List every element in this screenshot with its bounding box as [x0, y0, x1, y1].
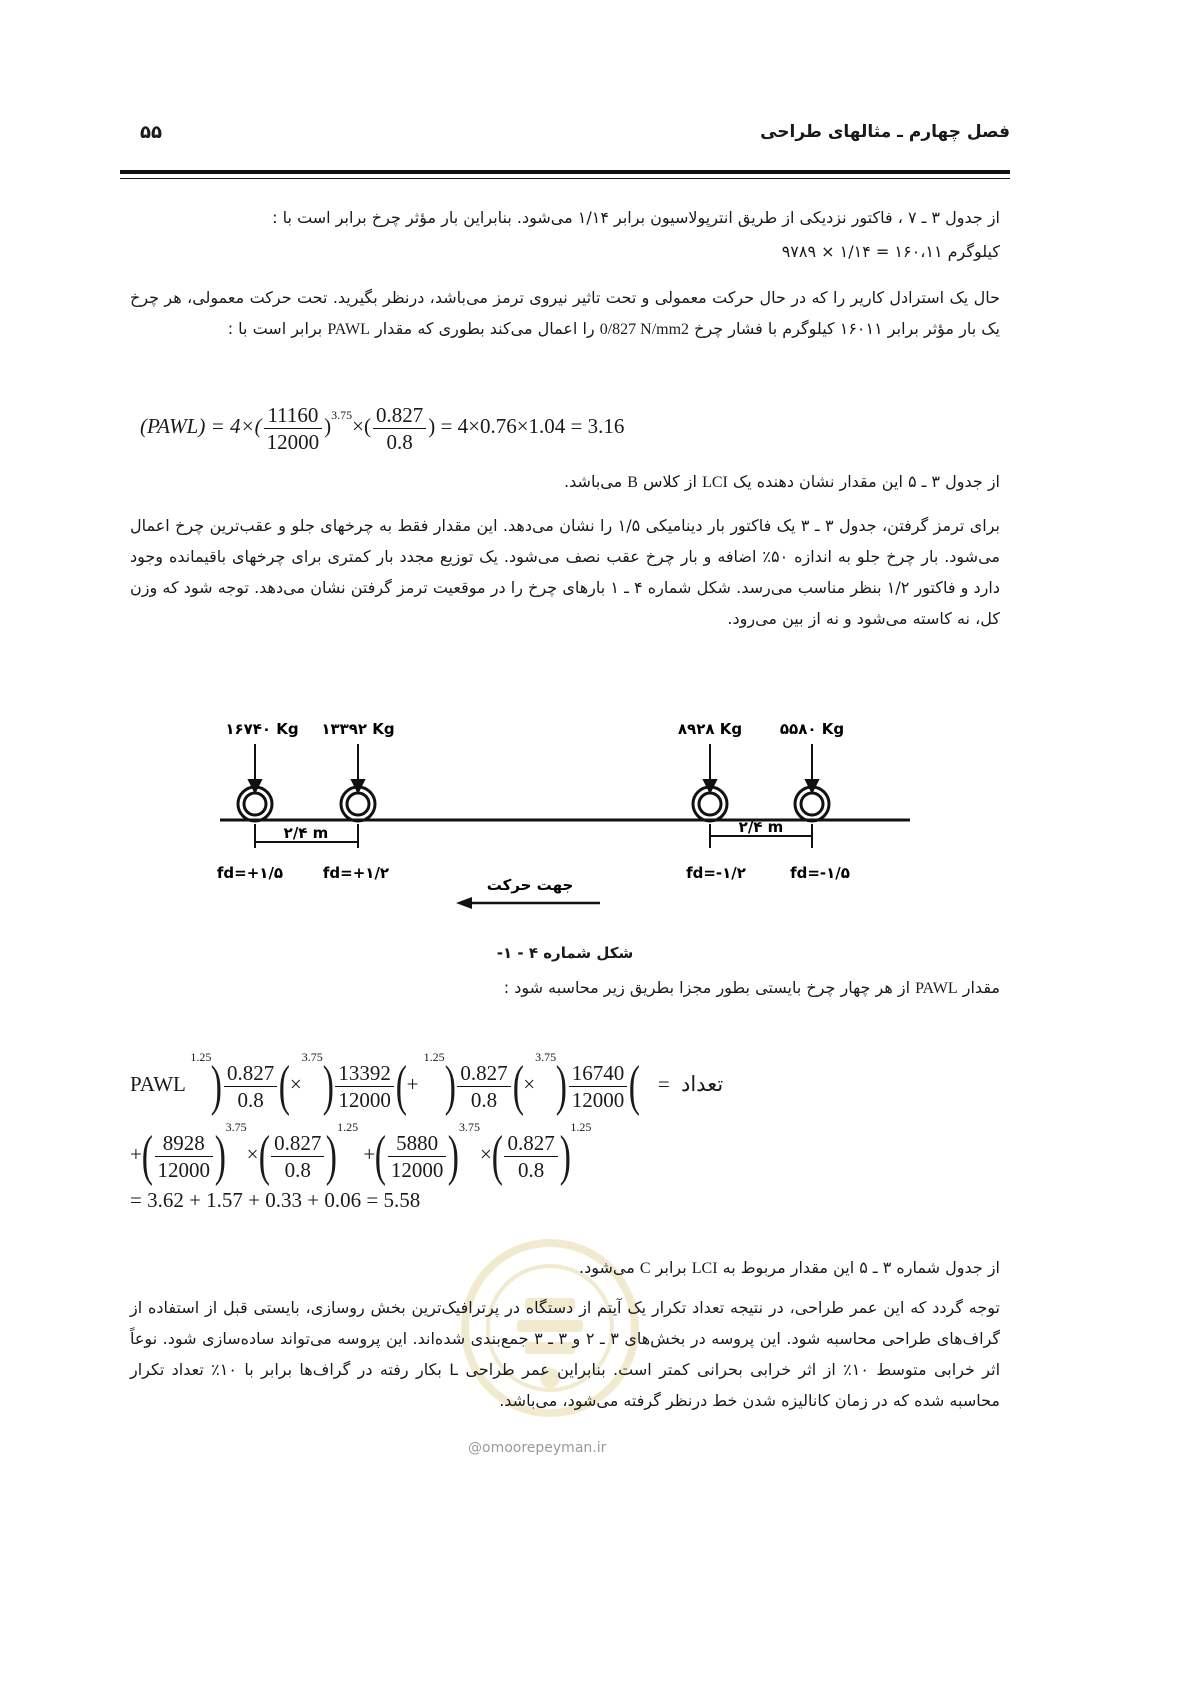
paragraph-lci-class-c: از جدول شماره ۳ ـ ۵ این مقدار مربوط به LCI برابر C می‌شود.	[579, 1258, 1000, 1277]
eq2-term-3-load: $\frac{8928}{12000}$	[155, 1130, 214, 1183]
paragraph-braking: برای ترمز گرفتن، جدول ۳ ـ ۳ یک فاکتور بار دینامیکی ۱/۵ را نشان می‌دهد. این مقدار فقط به چرخهای جلو و عقب‌ترین چرخ اعمال می‌شود. بار چرخ جلو به اندازه ۵۰٪ اضافه و بار چرخ عقب نصف می‌شود. یک توزیع مجدد بار کمتری برای چرخهای باقیمانده وجود دارد و فاکتور ۱/۲ بنظر مناسب می‌رسد. شکل شماره ۴ ـ ۱ بارهای چرخ را در موقعیت ترمز گرفتن نشان می‌دهد. توجه شود که وزن کل، نه کاسته می‌شود و نه از بین می‌رود.	[130, 516, 1001, 628]
page-number: ۵۵	[140, 122, 162, 143]
eq2-line-2: +( $\frac{8928}{12000}$ )$^{3.75}$×( $\frac{0.827}{0.8}$ )$^{1.25}$ +( $\frac{5880}{12000}$ )$^{3.75}$×( $\frac{0.827}{0.8}$ )$^{1.25}$	[130, 1120, 592, 1188]
eq2-term-1-pressure: $\frac{0.827}{0.8}$	[457, 1060, 510, 1113]
paragraph-pawl-four-wheels: مقدار PAWL از هر چهار چرخ بایستی بطور مجزا بطریق زیر محاسبه شود :	[503, 978, 1000, 997]
factor-label-wheel-2: fd=+۱/۲	[322, 864, 390, 882]
eq2-term-4-load: $\frac{5880}{12000}$	[388, 1130, 447, 1183]
direction-label: جهت حرکت	[486, 876, 574, 894]
chapter-title: فصل چهارم ـ مثالهای طراحی	[760, 122, 1010, 142]
eq1-result: ) = 4×0.76×1.04 = 3.16	[428, 414, 625, 439]
eq1-fraction-load: $\frac{11160}{12000}$	[264, 402, 323, 455]
eq2-term-4-pressure: $\frac{0.827}{0.8}$	[504, 1130, 557, 1183]
load-label-wheel-2: ۱۳۳۹۲ Kg	[321, 720, 395, 738]
pawl-term: PAWL	[327, 321, 370, 338]
load-arrows	[249, 744, 818, 792]
page-header	[120, 118, 1010, 158]
direction-arrow	[456, 897, 600, 909]
eq2-term-2-load: $\frac{13392}{12000}$	[335, 1060, 394, 1113]
eq2-term-3-pressure: $\frac{0.827}{0.8}$	[271, 1130, 324, 1183]
eq2-term-1-load: $\frac{16740}{12000}$	[569, 1060, 628, 1113]
spacing-label-left: ۲/۴ m	[283, 824, 329, 842]
tire-pressure-value: 0/827 N/mm2	[599, 321, 690, 338]
header-rule-thin	[120, 178, 1010, 179]
eq2-line-1: PAWL تعداد =( $\frac{16740}{12000}$ )$^{3.75}$×( $\frac{0.827}{0.8}$ )$^{1.25}$ +( $\frac{13392}{12000}$ )$^{3.75}$×( $\frac{0.827}{0.8}$ )$^{1.25}$	[130, 1050, 724, 1118]
wheels	[238, 787, 829, 821]
eq2-result: = 3.62 + 1.57 + 0.33 + 0.06 = 5.58	[130, 1188, 421, 1213]
figure-caption: شکل شماره ۴ - ۱-	[496, 944, 634, 962]
paragraph-interpolation: از جدول ۳ ـ ۷ ، فاکتور نزدیکی از طریق انترپولاسیون برابر ۱/۱۴ می‌شود. بنابراین بار مؤثر چرخ برابر است با :	[272, 208, 1000, 227]
watermark-site-label: @omoorepeyman.ir	[468, 1440, 607, 1456]
paragraph-straddle-carrier: حال یک استرادل کاریر را که در حال حرکت معمولی و تحت تاثیر نیروی ترمز می‌باشد، درنظر بگیرید. تحت حرکت معمولی، هر چرخ یک بار مؤثر برابر ۱۶۰۱۱ کیلوگرم با فشار چرخ 0/827 N/mm2 را اعمال می‌کند بطوری که مقدار PAWL برابر است با :	[130, 288, 1000, 338]
header-rule-thick	[120, 170, 1010, 174]
wheel-load-figure	[200, 700, 920, 920]
factor-label-wheel-3: fd=-۱/۲	[686, 864, 746, 882]
load-label-wheel-3: ۸۹۲۸ Kg	[677, 720, 743, 738]
spacing-label-right: ۲/۴ m	[738, 818, 784, 836]
eq1-lhs: (PAWL) = 4×(	[140, 414, 262, 439]
factor-label-wheel-1: fd=+۱/۵	[216, 864, 284, 882]
paragraph-lci-class-b: از جدول ۳ ـ ۵ این مقدار نشان دهنده یک LCI از کلاس B می‌باشد.	[564, 472, 1000, 491]
paragraph-effective-load-calc: کیلوگرم ۱۶۰،۱۱ = ۱/۱۴ × ۹۷۸۹	[781, 242, 1000, 261]
load-label-wheel-1: ۱۶۷۴۰ Kg	[225, 720, 299, 738]
equation-pawl-normal: (PAWL) = 4×( $\frac{11160}{12000}$ )$^{3.75}$×( $\frac{0.827}{0.8}$ ) = 4×0.76×1.04 = 3.16	[140, 403, 625, 454]
eq2-lhs: PAWL تعداد	[130, 1072, 724, 1096]
eq2-term-2-pressure: $\frac{0.827}{0.8}$	[224, 1060, 277, 1113]
load-label-wheel-4: ۵۵۸۰ Kg	[779, 720, 845, 738]
paragraph-design-life: توجه گردد که این عمر طراحی، در نتیجه تعداد تکرار یک آیتم از دستگاه در پرترافیک‌ترین بخش روسازی، بایستی قبل از استفاده از گراف‌های طراحی محاسبه شود. این پروسه در بخش‌های ۳ ـ ۲ و ۳ ـ ۳ جمع‌بندی شده‌اند. این پروسه می‌تواند ساده‌سازی شود. نوعاً اثر خرابی متوسط ۱۰٪ از اثر خرابی بحرانی کمتر است. بنابراین عمر طراحی L بکار رفته در گراف‌ها برابر با ۱۰٪ تعداد تکرار محاسبه شده که در زمان کانالیزه شدن خط درنظر گرفته می‌شود، می‌باشد.	[130, 1298, 1001, 1410]
equation-pawl-braking	[130, 1050, 723, 1213]
factor-label-wheel-4: fd=-۱/۵	[790, 864, 850, 882]
eq1-fraction-pressure: $\frac{0.827}{0.8}$	[373, 402, 426, 455]
